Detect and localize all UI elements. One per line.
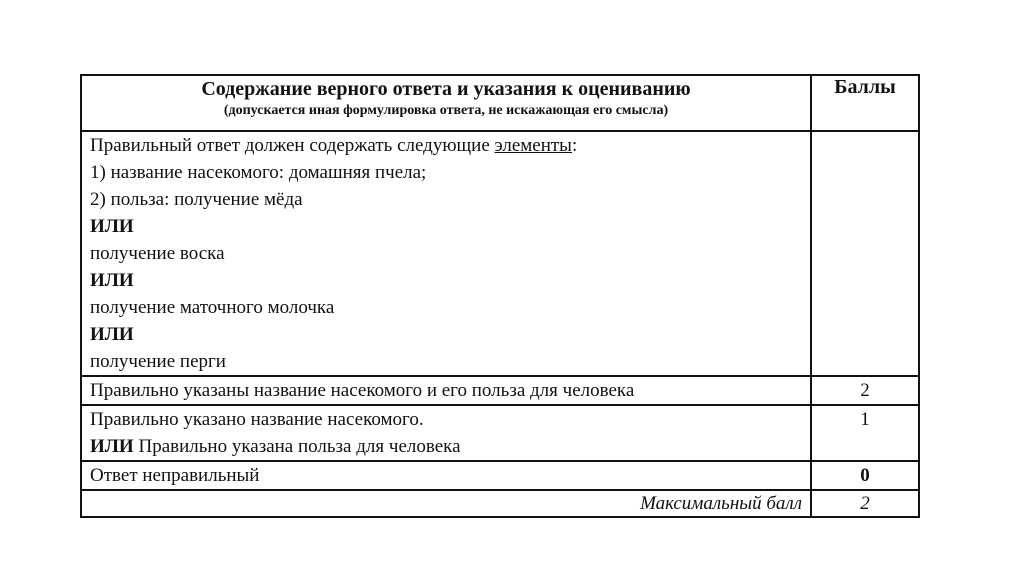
score-2-value: 2 [811,376,919,405]
score-0-row [81,461,919,490]
max-score-row [81,490,919,517]
answer-intro-underlined: элементы [494,135,572,156]
answer-option-1: получение воска [90,243,225,264]
score-1-criterion [81,405,811,461]
score-1-alt-text: Правильно указана польза для человека [133,436,461,457]
answer-elements-score-cell [811,131,919,376]
score-0-text: Ответ неправильный [90,465,260,486]
score-1-or-label: ИЛИ [90,436,134,457]
header-title: Содержание верного ответа и указания к оцениванию [201,78,691,100]
or-label-3: ИЛИ [90,324,134,345]
score-0-criterion [81,461,811,490]
score-1-row [81,405,919,461]
or-label-1: ИЛИ [90,216,134,237]
answer-line-2: 2) польза: получение мёда [90,189,303,210]
header-content-cell [81,75,811,131]
answer-intro-colon: : [571,135,578,156]
header-subtitle: (допускается иная формулировка ответа, не искажающая его смысла) [223,103,669,118]
answer-elements-row [81,131,919,376]
or-label-2: ИЛИ [90,270,134,291]
max-score-value: 2 [811,490,919,517]
answer-option-2: получение маточного молочка [90,297,335,318]
answer-intro-text: Правильный ответ должен содержать следующие [90,135,495,156]
score-2-criterion [81,376,811,405]
score-2-row [81,376,919,405]
grading-sheet [80,74,918,518]
score-1-text: Правильно указано название насекомого. [90,409,424,430]
answer-elements-cell [81,131,811,376]
max-score-label: Максимальный балл [81,490,811,517]
answer-option-3: получение перги [90,351,226,372]
header-score-cell: Баллы [811,75,919,131]
header-row [81,75,919,131]
answer-line-1: 1) название насекомого: домашняя пчела; [90,162,427,183]
grading-table [80,74,920,518]
answer-intro [90,132,802,159]
score-1-value: 1 [811,405,919,461]
score-2-text: Правильно указаны название насекомого и его польза для человека [90,380,635,401]
score-0-value: 0 [811,461,919,490]
score-1-alt [90,433,802,460]
